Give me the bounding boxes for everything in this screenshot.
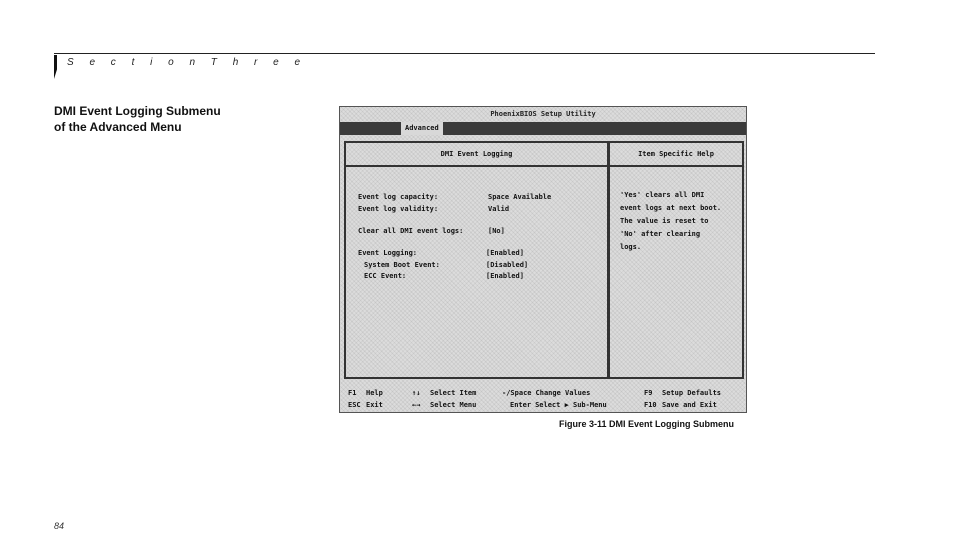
key-action: Select Item [430, 389, 477, 397]
setting-row-system-boot-event[interactable] [364, 261, 529, 269]
key-action: Select ▶ Sub-Menu [535, 401, 607, 409]
menu-tab-advanced[interactable]: Advanced [401, 122, 443, 135]
setting-label: Event Logging: [358, 249, 418, 257]
setting-row-event-logging[interactable] [358, 249, 524, 257]
key-select-item [412, 389, 476, 397]
heading-line-1: DMI Event Logging Submenu [54, 104, 221, 118]
key-name: -/Space [502, 389, 532, 397]
key-name: ↑↓ [412, 389, 421, 397]
page-number: 84 [54, 521, 65, 531]
header-tick-mark [54, 55, 57, 79]
key-f1-help [348, 389, 383, 397]
help-line: The value is reset to [620, 217, 709, 225]
key-f9-defaults [644, 389, 721, 397]
key-name: Enter [510, 401, 532, 409]
setting-value: Valid [488, 205, 510, 213]
setting-value[interactable]: [Enabled] [486, 249, 524, 257]
header-rule [54, 53, 875, 54]
setting-row-event-log-validity [358, 205, 510, 213]
key-f10-save-exit [644, 401, 717, 409]
key-action: Change Values [535, 389, 591, 397]
setting-value[interactable]: [No] [488, 227, 505, 235]
bios-screenshot [339, 106, 747, 413]
key-name: F10 [644, 401, 657, 409]
item-specific-help-panel [608, 141, 744, 379]
key-name: F9 [644, 389, 653, 397]
setting-label: Clear all DMI event logs: [358, 227, 464, 235]
setting-value[interactable]: [Disabled] [486, 261, 529, 269]
key-action: Setup Defaults [662, 389, 722, 397]
key-action: Save and Exit [662, 401, 717, 409]
setting-label: ECC Event: [364, 272, 407, 280]
help-line: 'Yes' clears all DMI [620, 191, 705, 199]
setting-label: Event log capacity: [358, 193, 439, 201]
key-change-values [502, 389, 590, 397]
section-label: S e c t i o n T h r e e [67, 57, 307, 68]
left-panel-title: DMI Event Logging [346, 143, 607, 167]
key-select-menu [412, 401, 476, 409]
figure-caption: Figure 3-11 DMI Event Logging Submenu [559, 419, 735, 429]
help-text [620, 189, 740, 254]
key-action: Select Menu [430, 401, 477, 409]
heading-line-2: of the Advanced Menu [54, 120, 182, 134]
setting-row-ecc-event[interactable] [364, 272, 524, 280]
right-panel-title: Item Specific Help [610, 143, 742, 167]
setting-row-clear-event-logs[interactable] [358, 227, 505, 235]
submenu-heading [54, 103, 221, 135]
key-enter-submenu [510, 401, 607, 409]
key-name: ESC [348, 401, 361, 409]
setting-value[interactable]: [Enabled] [486, 272, 524, 280]
help-line: event logs at next boot. [620, 204, 722, 212]
setting-label: Event log validity: [358, 205, 439, 213]
setting-label: System Boot Event: [364, 261, 440, 269]
help-line: 'No' after clearing [620, 230, 701, 238]
bios-key-legend [344, 383, 744, 411]
key-action: Exit [366, 401, 383, 409]
key-action: Help [366, 389, 383, 397]
bios-menu-bar [340, 122, 746, 135]
setting-row-event-log-capacity [358, 193, 552, 201]
dmi-event-logging-panel [344, 141, 609, 379]
key-name: F1 [348, 389, 357, 397]
help-line: logs. [620, 243, 642, 251]
setting-value: Space Available [488, 193, 552, 201]
key-name: ←→ [412, 401, 421, 409]
key-esc-exit [348, 401, 383, 409]
bios-title: PhoenixBIOS Setup Utility [490, 110, 596, 118]
